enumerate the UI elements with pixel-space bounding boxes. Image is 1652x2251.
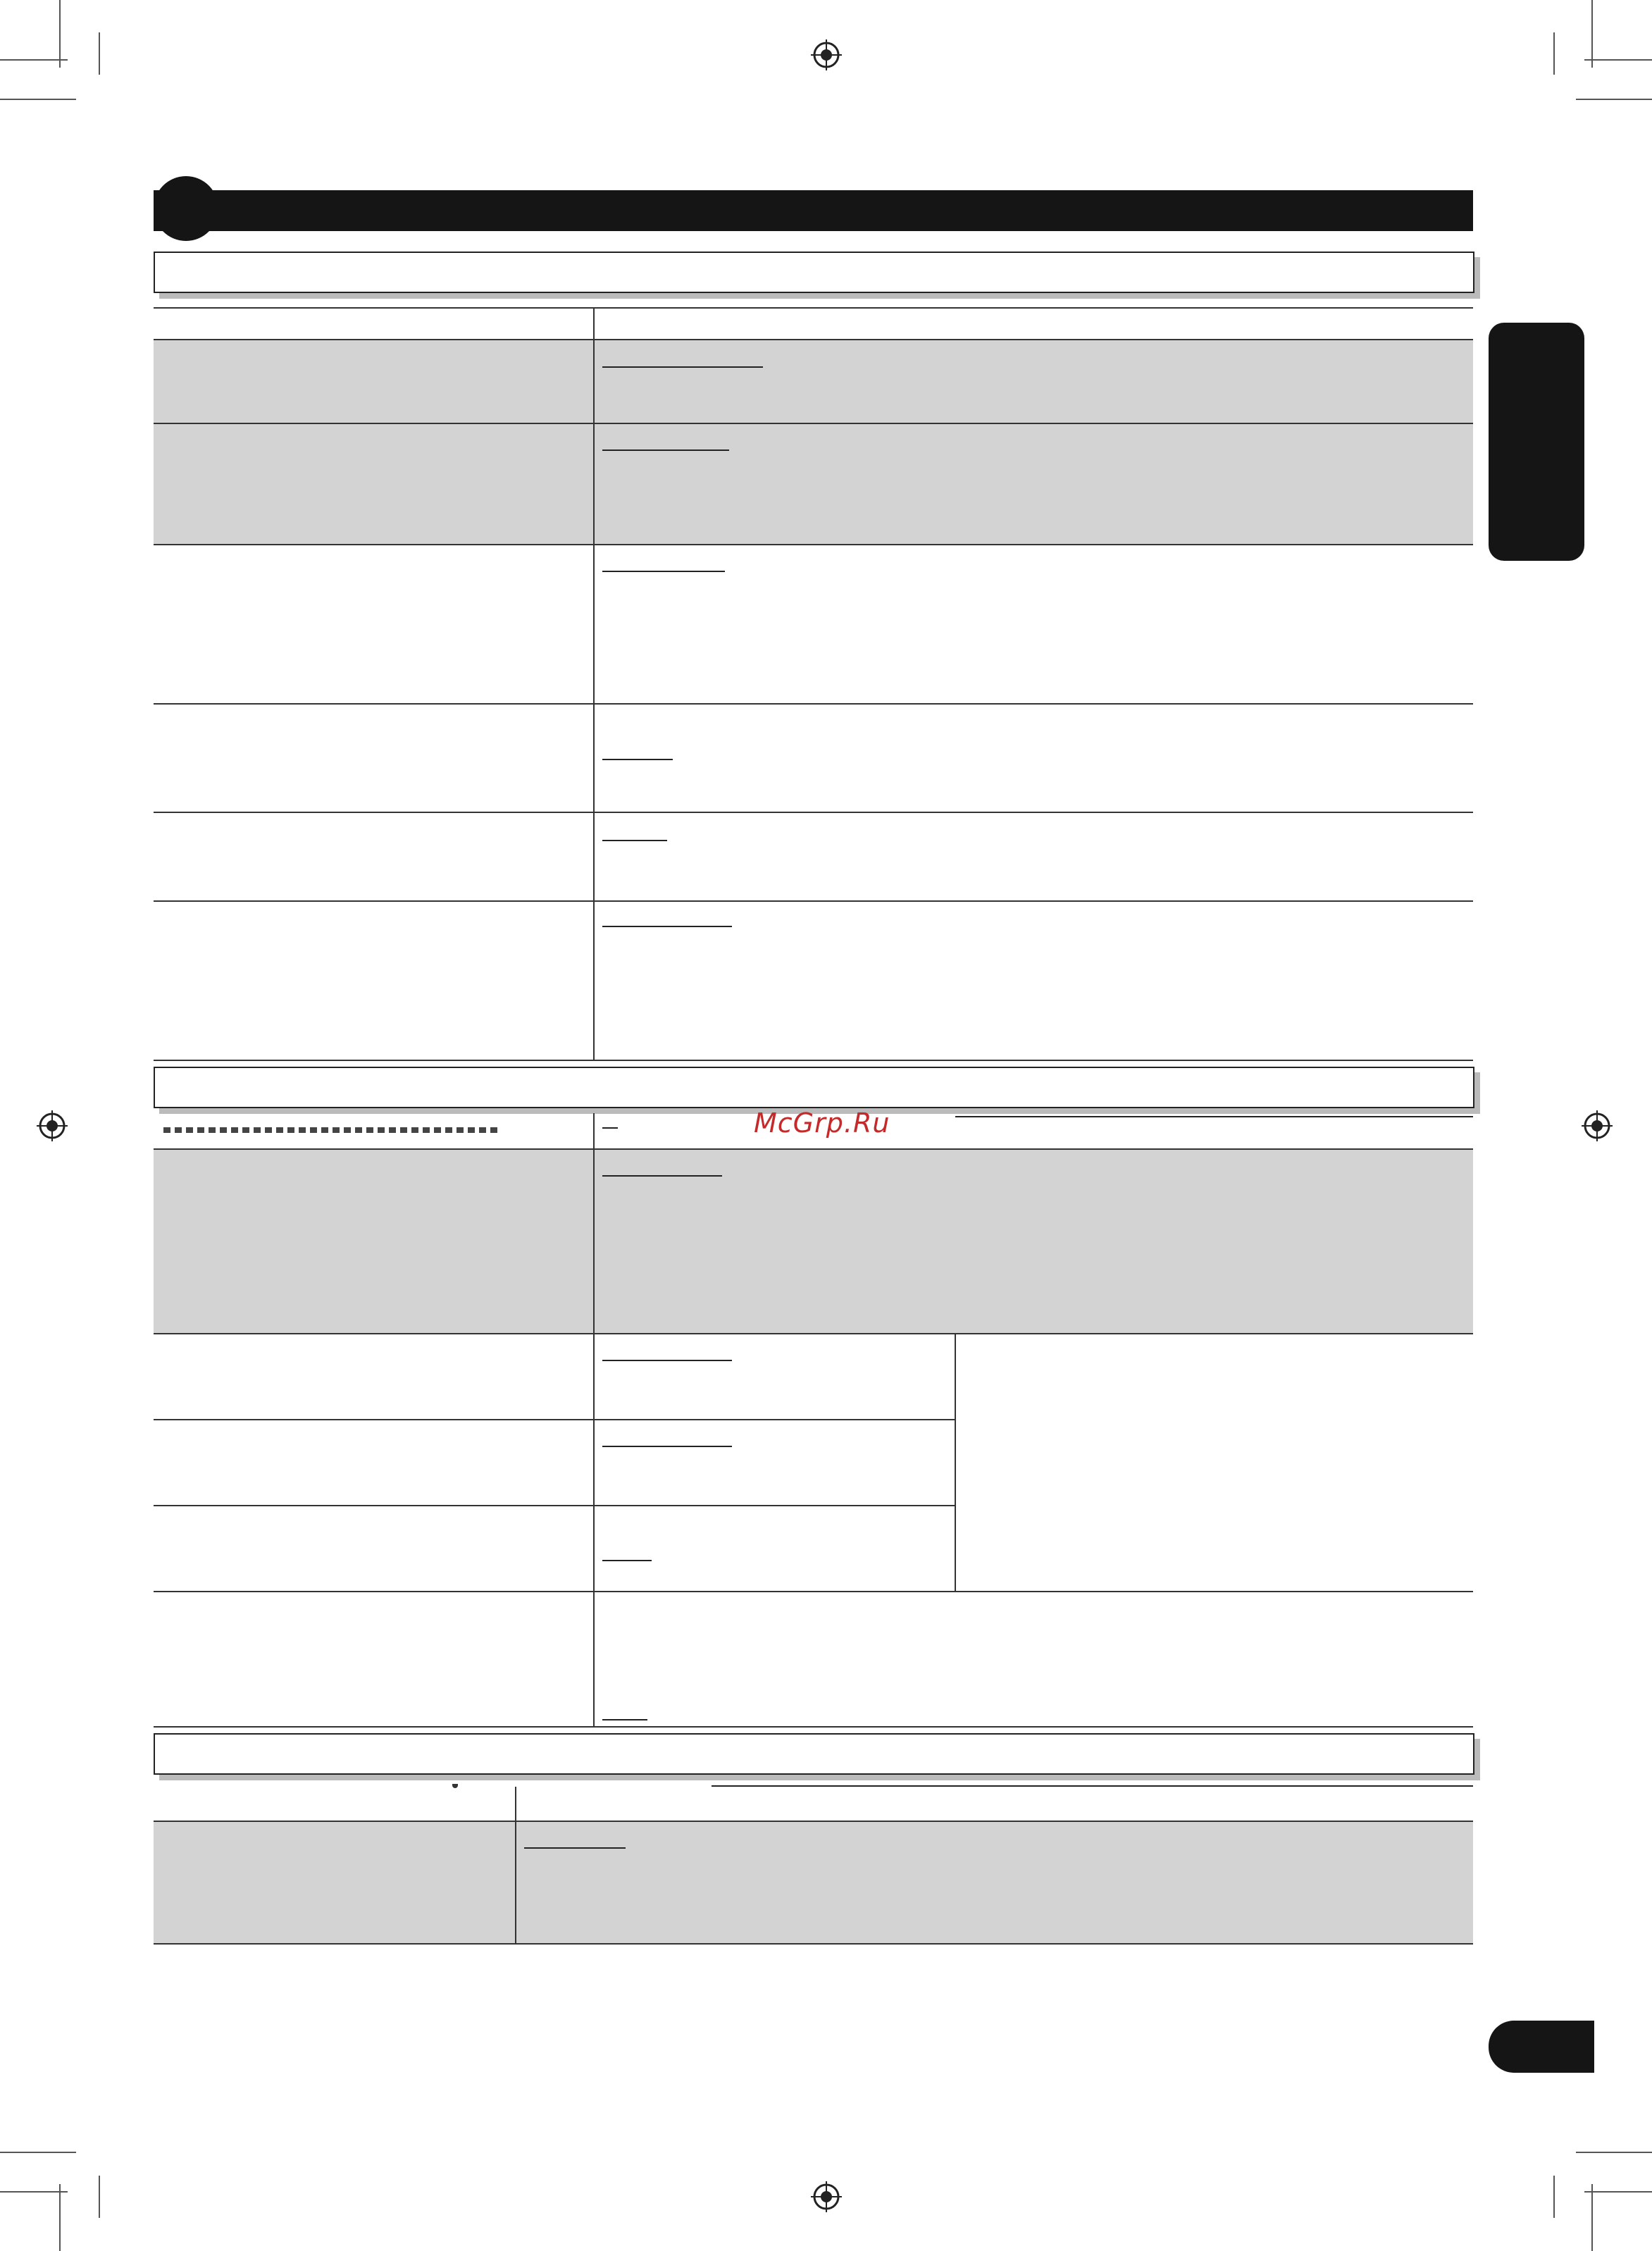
value-underline bbox=[602, 1560, 652, 1561]
cut-off-text bbox=[452, 1784, 458, 1788]
value-underline bbox=[602, 1446, 732, 1447]
column-divider bbox=[593, 307, 595, 1060]
value-underline bbox=[955, 1116, 1473, 1117]
cut-off-text bbox=[163, 1127, 502, 1133]
chapter-title-bar bbox=[154, 190, 1473, 231]
table-row bbox=[154, 340, 1473, 423]
crop-mark-icon bbox=[99, 2176, 100, 2218]
table-rule bbox=[593, 1505, 956, 1506]
crop-mark-icon bbox=[1591, 2184, 1593, 2251]
value-underline bbox=[602, 926, 732, 927]
value-underline bbox=[602, 840, 667, 841]
chapter-number-badge bbox=[154, 176, 218, 241]
section-header-1 bbox=[154, 252, 1474, 293]
page-number-tab bbox=[1489, 2021, 1594, 2073]
table-rule bbox=[154, 1419, 593, 1420]
table-rule bbox=[154, 812, 1473, 813]
table-rule bbox=[154, 1943, 1473, 1945]
value-underline bbox=[712, 1785, 1473, 1787]
crop-mark-icon bbox=[1591, 0, 1593, 68]
watermark: McGrp.Ru bbox=[754, 1108, 890, 1139]
value-underline bbox=[602, 759, 673, 760]
table-rule bbox=[154, 1726, 1473, 1728]
crop-mark-icon bbox=[0, 2152, 76, 2153]
table-row bbox=[154, 424, 1473, 544]
column-divider bbox=[955, 1333, 956, 1591]
table-rule bbox=[154, 900, 1473, 902]
value-underline bbox=[602, 1175, 722, 1177]
table-rule bbox=[154, 544, 1473, 545]
value-underline bbox=[524, 1847, 626, 1849]
crop-mark-icon bbox=[1576, 2152, 1652, 2153]
side-tab bbox=[1489, 323, 1584, 561]
registration-mark-icon bbox=[37, 1110, 68, 1141]
table-rule bbox=[154, 1333, 1473, 1334]
value-underline bbox=[602, 366, 763, 368]
table-rule bbox=[593, 1419, 956, 1420]
crop-mark-icon bbox=[0, 59, 68, 61]
value-underline bbox=[602, 1360, 732, 1361]
crop-mark-icon bbox=[1553, 2176, 1555, 2218]
crop-mark-icon bbox=[1553, 32, 1555, 75]
crop-mark-icon bbox=[1584, 59, 1652, 61]
crop-mark-icon bbox=[0, 2191, 68, 2193]
column-divider bbox=[515, 1787, 516, 1943]
value-underline bbox=[602, 449, 729, 451]
table-rule bbox=[154, 307, 1473, 309]
crop-mark-icon bbox=[59, 0, 61, 68]
registration-mark-icon bbox=[1582, 1110, 1613, 1141]
value-underline bbox=[602, 1719, 647, 1720]
section-header-2 bbox=[154, 1067, 1474, 1108]
table-row bbox=[154, 1822, 1473, 1943]
value-underline bbox=[602, 571, 725, 572]
column-divider bbox=[593, 1113, 595, 1726]
section-header-3 bbox=[154, 1733, 1474, 1775]
registration-mark-icon bbox=[811, 2181, 842, 2212]
crop-mark-icon bbox=[0, 99, 76, 100]
table-rule bbox=[154, 1591, 1473, 1592]
table-rule bbox=[154, 1505, 593, 1506]
table-rule bbox=[154, 1060, 1473, 1061]
crop-mark-icon bbox=[1584, 2191, 1652, 2193]
crop-mark-icon bbox=[59, 2184, 61, 2251]
table-row bbox=[154, 1150, 1473, 1333]
registration-mark-icon bbox=[811, 39, 842, 70]
crop-mark-icon bbox=[1576, 99, 1652, 100]
value-underline bbox=[602, 1127, 618, 1129]
crop-mark-icon bbox=[99, 32, 100, 75]
table-rule bbox=[154, 703, 1473, 705]
